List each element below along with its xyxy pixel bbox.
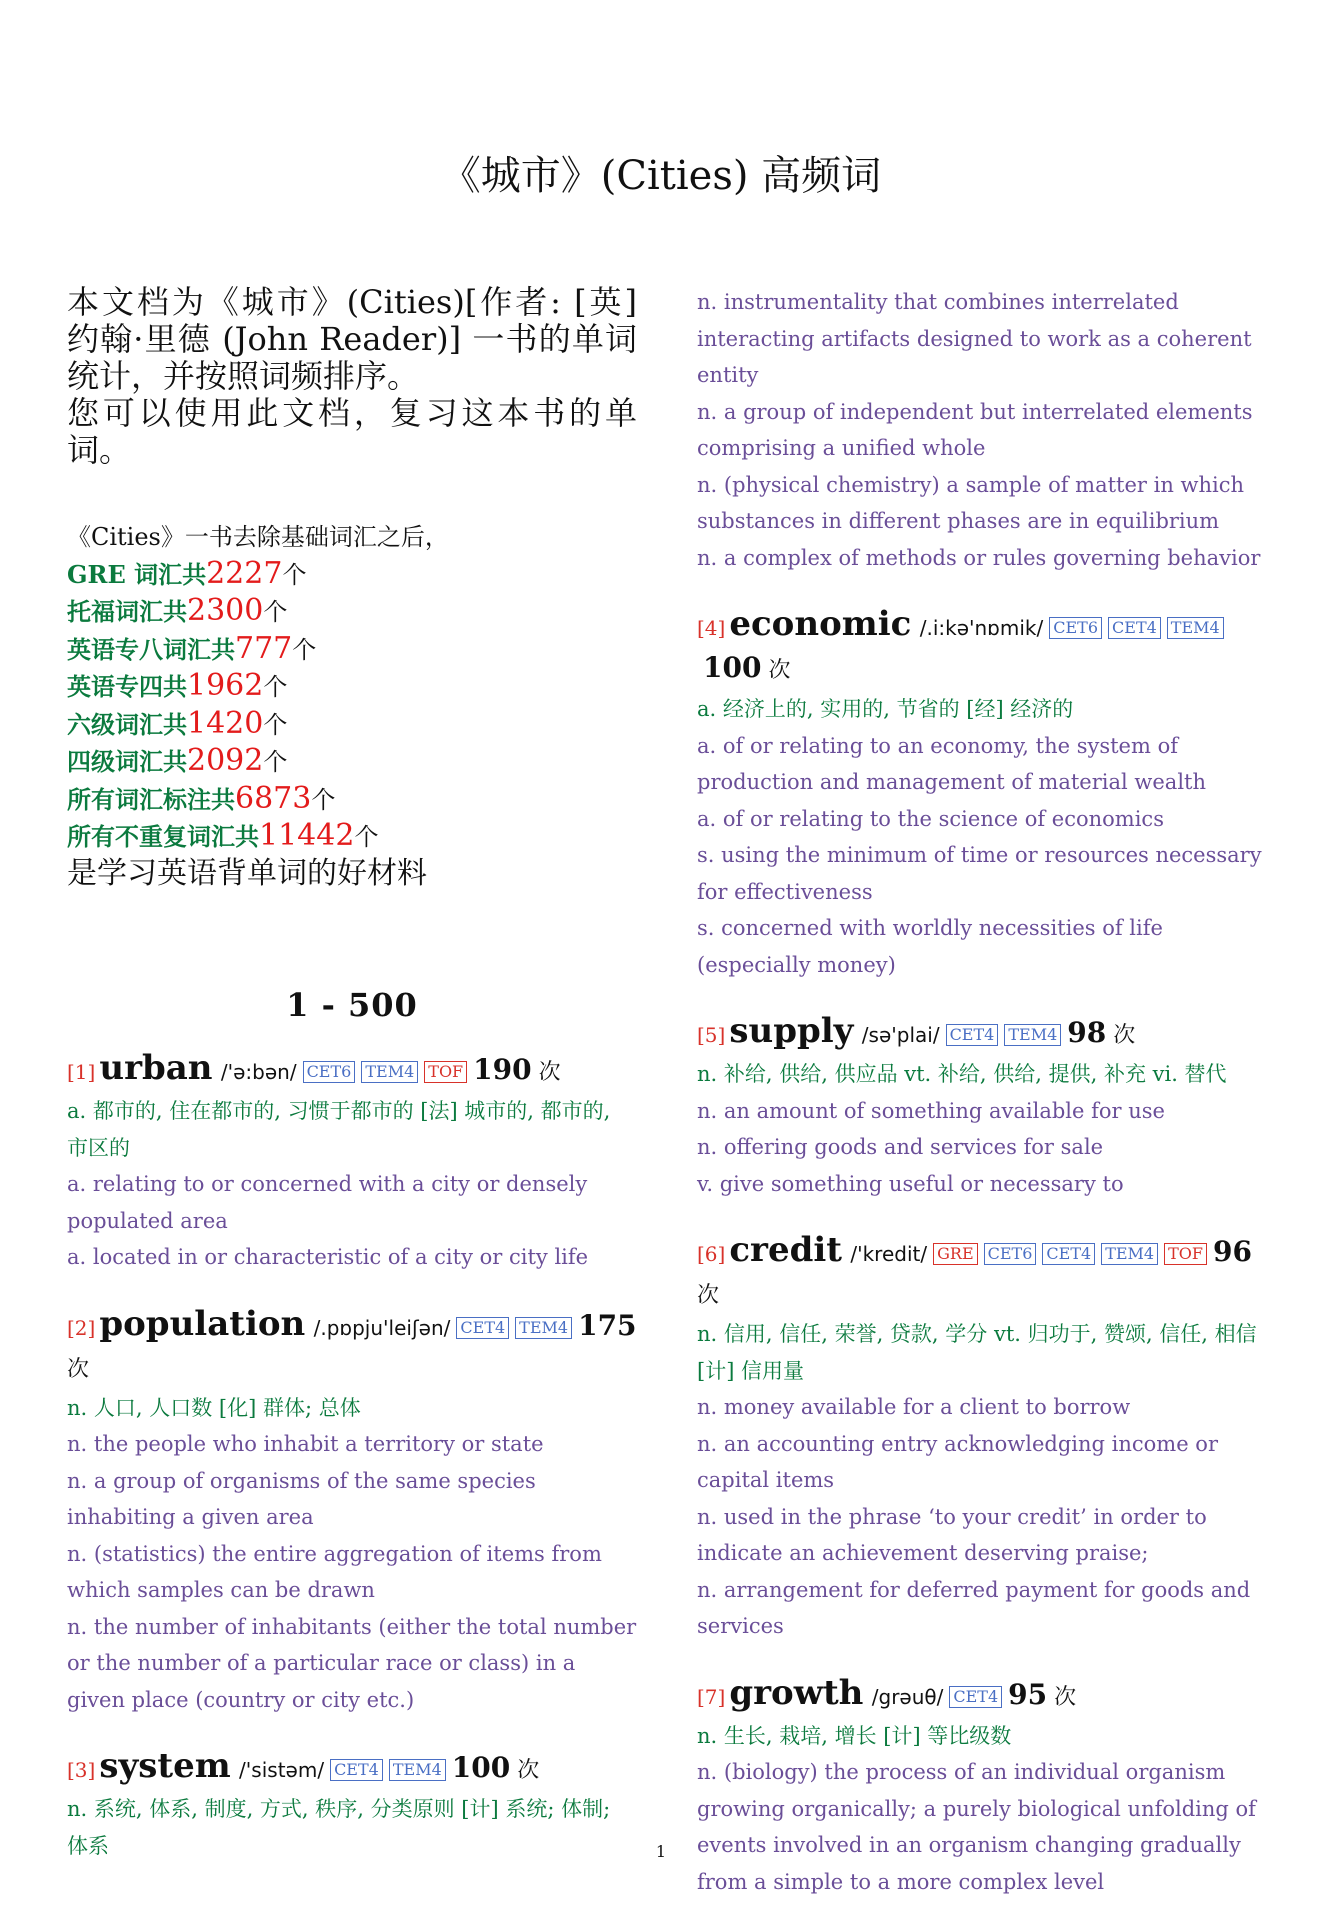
exam-tag: CET4 (949, 1686, 1002, 1708)
stats-label: 英语专八词汇共 (67, 634, 235, 664)
entry-index: [1] (67, 1060, 96, 1084)
stats-label: 六级词汇共 (67, 709, 187, 739)
frequency-count: 98 (1067, 1016, 1107, 1049)
exam-tag: CET6 (984, 1243, 1037, 1265)
entry-continuation (697, 284, 1267, 576)
stats-label: 所有不重复词汇共 (67, 822, 259, 851)
stats-unit: 个 (311, 785, 336, 814)
stats-number: 2300 (187, 593, 264, 628)
stats-unit: 个 (292, 635, 317, 664)
entry-head (67, 1304, 637, 1390)
definition-en: n. the people who inhabit a territory or state (67, 1432, 544, 1456)
frequency-unit: 次 (531, 1060, 561, 1085)
exam-tag: TEM4 (1167, 617, 1224, 639)
pronunciation: /'sistəm/ (232, 1758, 325, 1782)
stats-rows (67, 556, 637, 856)
exam-tag: TEM4 (1101, 1243, 1158, 1265)
exam-tag: CET4 (456, 1317, 509, 1339)
headword: population (99, 1303, 306, 1344)
definition-zh: n. 人口, 人口数 [化] 群体; 总体 (67, 1395, 361, 1420)
definition-zh: n. 信用, 信任, 荣誉, 贷款, 学分 vt. 归功于, 赞颂, 信任, 相信 [计] 信用量 (697, 1322, 1257, 1383)
frequency-unit: 次 (697, 1283, 720, 1308)
entry-index: [3] (67, 1758, 96, 1782)
frequency-unit: 次 (510, 1758, 540, 1783)
definition-en: n. arrangement for deferred payment for goods and services (697, 1577, 1251, 1638)
word-entry (697, 604, 1267, 983)
entry-head (697, 1011, 1267, 1056)
right-column (697, 284, 1267, 1928)
headword: economic (729, 604, 912, 644)
definition-en: n. a group of organisms of the same species inhabiting a given area (67, 1468, 536, 1529)
frequency-unit: 次 (67, 1356, 90, 1382)
entry-index: [4] (697, 616, 726, 640)
page-title: 《城市》(Cities) 高频词 (440, 153, 882, 199)
stats-label: GRE 词汇共 (67, 559, 207, 589)
definition-en: a. of or relating to the science of economics (697, 806, 1164, 831)
headword: system (99, 1746, 231, 1786)
entry-index: [5] (697, 1023, 726, 1047)
exam-tag: TEM4 (1004, 1024, 1061, 1046)
frequency-unit: 次 (761, 658, 791, 683)
definition-en: s. using the minimum of time or resources necessary for effectiveness (697, 843, 1262, 904)
stats-row (67, 781, 637, 819)
definition-en: n. used in the phrase ‘to your credit’ in order to indicate an achievement deserving praise; (697, 1504, 1207, 1565)
definition-en: n. offering goods and services for sale (697, 1135, 1104, 1159)
frequency-count: 96 (1213, 1235, 1252, 1268)
exam-tag: CET4 (1108, 617, 1161, 639)
stats-number: 777 (235, 630, 293, 666)
exam-tag: CET6 (303, 1061, 356, 1083)
exam-tag: CET6 (1049, 617, 1102, 639)
pronunciation: /sə'plai/ (855, 1023, 940, 1047)
pronunciation: /.pɒpju'leiʃən/ (307, 1315, 451, 1340)
exam-tag: CET4 (946, 1024, 999, 1046)
pronunciation: /.i:kə'nɒmik/ (913, 616, 1044, 640)
stats-unit: 个 (263, 748, 288, 776)
definition-en: n. (statistics) the entire aggregation of items from which samples can be drawn (67, 1541, 602, 1602)
entry-head (697, 1673, 1267, 1718)
stats-row (67, 631, 637, 669)
stats-row (67, 818, 637, 856)
exam-tag: TEM4 (389, 1759, 446, 1781)
stats-unit: 个 (354, 823, 379, 851)
stats-row (67, 593, 637, 631)
stats-row (67, 668, 637, 706)
intro-line-1: 本文档为《城市》(Cities)[作者: [英] 约翰·里德 (John Reader)] 一书的单词统计，并按照词频排序。 (67, 283, 637, 395)
entry-head (697, 604, 1267, 691)
definition-zh: n. 生长, 栽培, 增长 [计] 等比级数 (697, 1723, 1012, 1748)
definition-zh: a. 都市的, 住在都市的, 习惯于都市的 [法] 城市的, 都市的, 市区的 (67, 1099, 611, 1160)
stats-row (67, 743, 637, 781)
frequency-count: 100 (451, 1751, 511, 1784)
definition-en: n. a group of independent but interrelated elements comprising a unified whole (697, 399, 1253, 460)
stats-number: 1420 (187, 705, 264, 741)
stats-unit: 个 (263, 673, 288, 701)
definition-zh: n. 补给, 供给, 供应品 vt. 补给, 供给, 提供, 补充 vi. 替代 (697, 1062, 1227, 1086)
entry-index: [6] (697, 1242, 726, 1266)
frequency-unit: 次 (1047, 1684, 1077, 1710)
entries-left (67, 1048, 637, 1864)
definition-en: n. money available for a client to borrow (697, 1395, 1131, 1419)
range-heading: 1 - 500 (286, 986, 418, 1024)
entry-head (67, 1746, 637, 1791)
entry-head (67, 1048, 637, 1093)
definition-zh: n. 系统, 体系, 制度, 方式, 秩序, 分类原则 [计] 系统; 体制; 体系 (67, 1797, 611, 1858)
word-entry (697, 1011, 1267, 1202)
exam-tag: CET4 (330, 1759, 383, 1781)
definition-en: a. located in or characteristic of a city or city life (67, 1245, 589, 1269)
vocab-stats (67, 519, 637, 892)
stats-unit: 个 (263, 710, 288, 739)
frequency-count: 175 (578, 1308, 637, 1342)
exam-tag: TEM4 (515, 1317, 572, 1339)
frequency-count: 95 (1008, 1677, 1048, 1711)
pronunciation: /grəuθ/ (865, 1684, 944, 1709)
page-number: 1 (655, 1842, 667, 1861)
definition-en: n. an accounting entry acknowledging income or capital items (697, 1431, 1218, 1492)
stats-unit: 个 (263, 598, 288, 626)
exam-tag: TEM4 (361, 1061, 418, 1083)
word-entry (697, 1673, 1267, 1901)
stats-closing: 是学习英语背单词的好材料 (67, 855, 427, 891)
definition-en: a. of or relating to an economy, the system of production and management of material wealth (697, 733, 1207, 794)
intro-paragraph (67, 284, 637, 469)
definition-en: n. a complex of methods or rules governing behavior (697, 545, 1261, 570)
stats-number: 2092 (187, 743, 264, 778)
definition-en: n. instrumentality that combines interrelated interacting artifacts designed to work as a coherent entity (697, 290, 1252, 387)
stats-number: 6873 (235, 780, 312, 816)
exam-tag: TOF (424, 1061, 467, 1083)
entry-index: [2] (67, 1315, 96, 1340)
frequency-count: 100 (703, 651, 762, 684)
entry-head (697, 1230, 1267, 1316)
definition-en: n. the number of inhabitants (either the total number or the number of a particular race or class) in a given place (country or city etc.) (67, 1614, 637, 1712)
stats-label: 四级词汇共 (67, 747, 187, 776)
intro-line-2: 您可以使用此文档，复习这本书的单词。 (67, 394, 637, 469)
word-entry (67, 1304, 637, 1719)
stats-row (67, 706, 637, 744)
exam-tag: TOF (1164, 1243, 1207, 1265)
stats-lead: 《Cities》一书去除基础词汇之后， (67, 523, 449, 551)
stats-number: 2227 (206, 555, 283, 591)
stats-number: 1962 (187, 668, 264, 703)
stats-label: 英语专四共 (67, 672, 187, 701)
entries-right (697, 604, 1267, 1900)
stats-label: 所有词汇标注共 (67, 784, 235, 814)
word-entry (67, 1048, 637, 1276)
exam-tag: CET4 (1042, 1243, 1095, 1265)
definition-en: n. an amount of something available for use (697, 1098, 1165, 1123)
entry-index: [7] (697, 1684, 726, 1709)
stats-unit: 个 (282, 560, 307, 589)
headword: supply (729, 1011, 854, 1051)
headword: urban (99, 1048, 213, 1088)
frequency-count: 190 (473, 1053, 532, 1086)
word-entry (697, 1230, 1267, 1645)
exam-tag: GRE (933, 1243, 978, 1265)
headword: growth (729, 1672, 864, 1713)
definition-en: n. (physical chemistry) a sample of matter in which substances in different phases are in equilibrium (697, 472, 1245, 533)
frequency-unit: 次 (1106, 1023, 1136, 1048)
definition-en: v. give something useful or necessary to (697, 1171, 1124, 1196)
pronunciation: /'ə:bən/ (214, 1060, 297, 1084)
pronunciation: /'kredit/ (844, 1242, 928, 1266)
stats-number: 11442 (259, 818, 355, 853)
definition-en: n. (biology) the process of an individual organism growing organically; a purely biological unfolding of events involved in an organism changing gradually from a simple to a more complex level (697, 1760, 1256, 1894)
headword: credit (729, 1230, 842, 1270)
definition-zh: a. 经济上的, 实用的, 节省的 [经] 经济的 (697, 697, 1074, 721)
stats-row (67, 556, 637, 594)
definition-en: a. relating to or concerned with a city or densely populated area (67, 1172, 588, 1233)
left-column (67, 284, 637, 1892)
definition-en: s. concerned with worldly necessities of life (especially money) (697, 916, 1163, 977)
stats-label: 托福词汇共 (67, 597, 187, 626)
